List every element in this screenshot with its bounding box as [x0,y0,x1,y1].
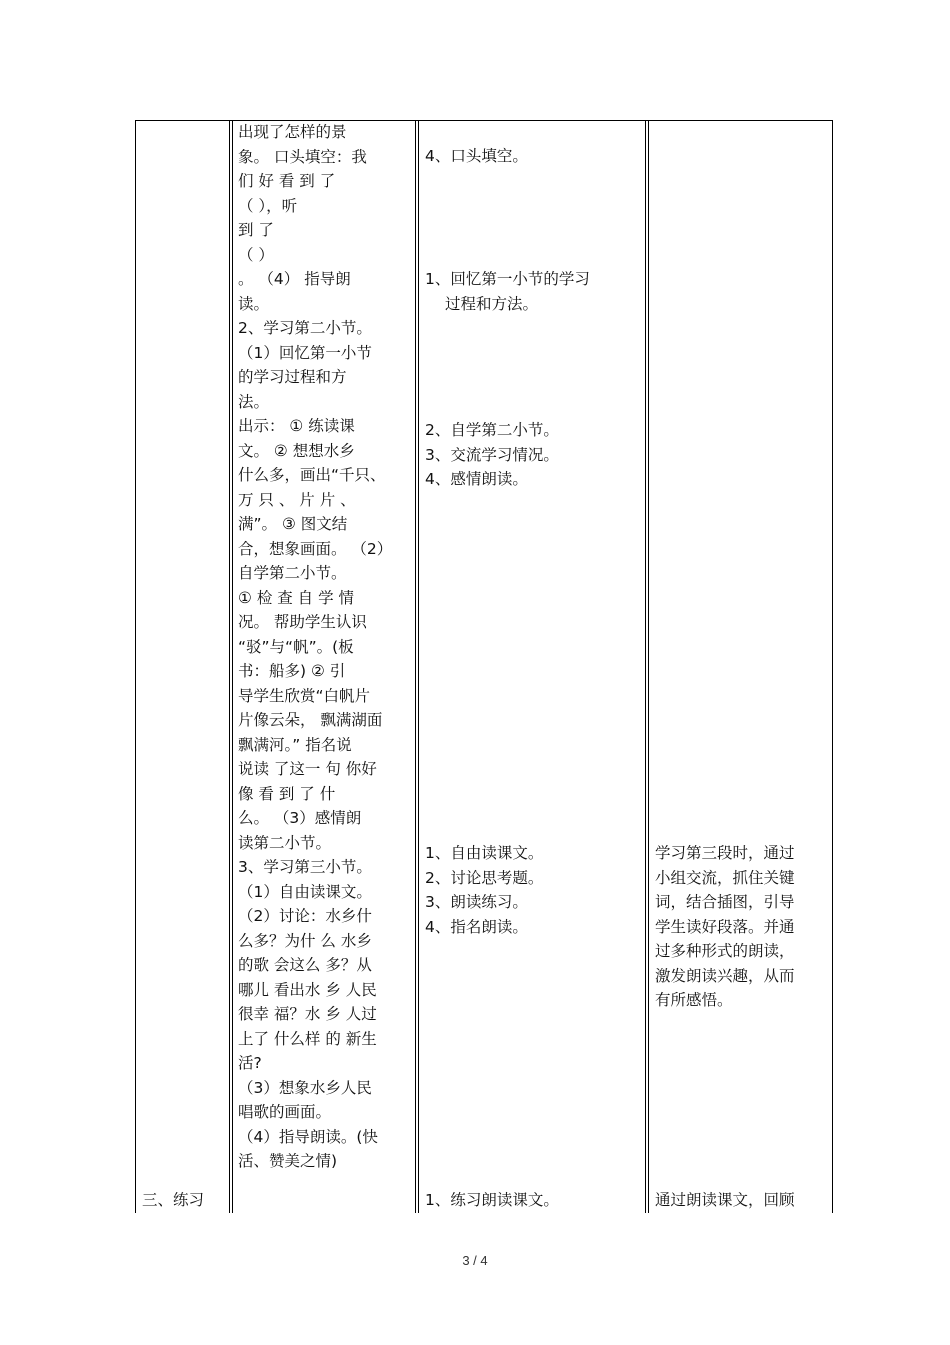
table-right-border [832,120,833,1213]
content-line: 说读 了这一 句 你好 [238,760,377,778]
content-line: 唱歌的画面。 [238,1103,332,1121]
content-line: 合，想象画面。 （2） [238,539,393,558]
content-line: 法。 [238,392,270,411]
content-line: ① 检 查 自 学 情 [238,588,355,607]
content-line: （ ） [238,245,274,264]
content-line: 飘满河。” 指名说 [238,735,352,754]
design-note-1: 学习第三段时，通过 小组交流，抓住关键 词，结合插图，引导 学生读好段落。并通 过多种形式的朗读， 激发朗读兴趣，从而 有所感悟。 [655,844,795,1009]
content-line: 书：船多) ② 引 [238,662,346,680]
content-line: （1）回忆第一小节 [238,343,372,362]
student-activity-5: 1、练习朗读课文。 [425,1191,559,1209]
content-line: 的歌 会这么 多？从 [238,956,372,974]
content-line: 的学习过程和方 [238,368,347,386]
page-number: 3 / 4 [462,1253,488,1268]
content-line: 3、学习第三小节。 [238,858,372,876]
content-line: 上了 什么样 的 新生 [238,1029,377,1048]
content-line: 哪儿 看出水 乡 人民 [238,980,377,999]
content-line: 导学生欣赏“白帆片 [238,686,371,705]
content-line: 自学第二小节。 [238,564,347,582]
content-line: 万 只 、 片 片 、 [238,490,356,509]
content-line: 2、学习第二小节。 [238,319,372,337]
content-line: （2）讨论：水乡什 [238,907,372,925]
column-divider-2 [415,120,419,1213]
column-divider-3 [645,120,649,1213]
content-line: 文。 ② 想想水乡 [238,441,355,460]
content-line: 读第二小节。 [238,833,332,852]
content-line: 到 了 [238,221,274,239]
student-activity-3: 2、自学第二小节。 3、交流学习情况。 4、感情朗读。 [425,421,559,488]
content-line: （ ），听 [238,196,298,215]
content-line: 出现了怎样的景 [238,123,347,141]
content-line: 况。 帮助学生认识 [238,613,367,631]
student-activity-1: 4、口头填空。 [425,147,528,165]
content-line: 读。 [238,294,270,313]
content-line: 活? [238,1054,262,1072]
content-line: （1）自由读课文。 [238,882,372,901]
content-line: 活、赞美之情) [238,1152,338,1170]
content-line: 。 （4） 指导朗 [238,270,351,288]
column-divider-1 [229,120,233,1213]
content-line: 很幸 福？水 乡 人过 [238,1005,377,1023]
content-line: 像 看 到 了 什 [238,784,336,803]
content-line: 满”。 ③ 图文结 [238,515,348,533]
lesson-plan-table [135,120,833,1213]
student-activity-4: 1、自由读课文。 2、讨论思考题。 3、朗读练习。 4、指名朗读。 [425,844,544,936]
table-left-border [135,120,136,1213]
content-line: 什么多，画出“千只、 [238,466,386,484]
content-line: （4）指导朗读。(快 [238,1127,378,1146]
section-label: 三、练习 [142,1191,205,1209]
content-line: “驳”与“帆”。(板 [238,637,354,656]
student-activity-2: 1、回忆第一小节的学习 过程和方法。 [425,270,590,313]
content-line: （3）想象水乡人民 [238,1078,372,1097]
content-line: 们 好 看 到 了 [238,172,336,190]
design-note-2: 通过朗读课文，回顾 [655,1191,795,1209]
content-line: 么多？为什 么 水乡 [238,931,372,950]
content-line: 出示： ① 练读课 [238,417,355,435]
content-line: 象。 口头填空：我 [238,147,367,166]
content-line: 片像云朵， 飘满湖面 [238,711,383,729]
content-line: 么。 （3）感情朗 [238,809,362,827]
teaching-content [238,120,408,1174]
